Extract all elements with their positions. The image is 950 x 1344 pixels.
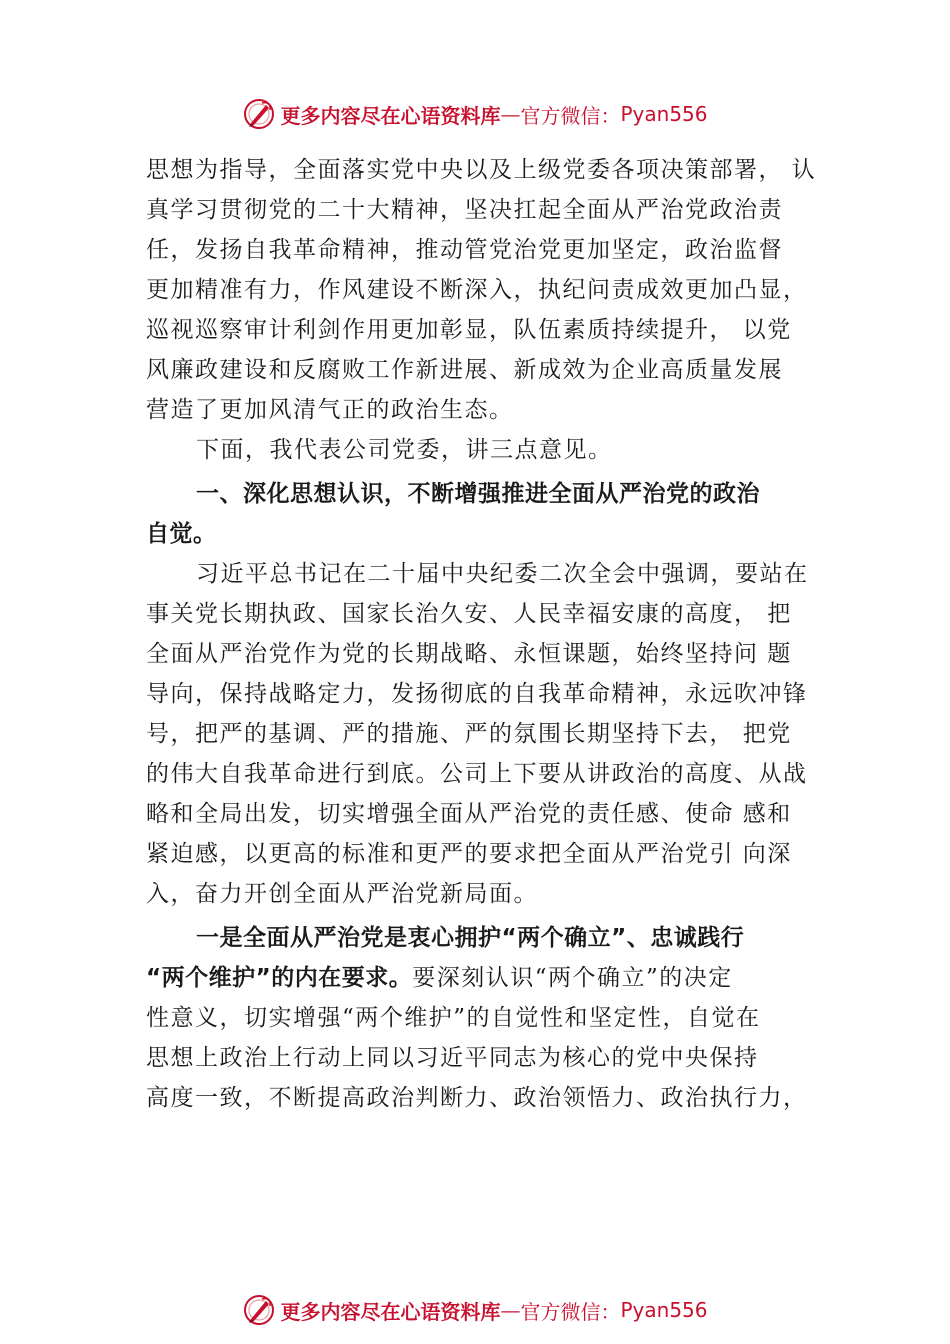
- quill-pen-icon: [242, 97, 276, 131]
- text-line: 巡视巡察审计利剑作用更加彰显，队伍素质持续提升， 以党: [146, 317, 792, 343]
- banner-brand: 更多内容尽在心语资料库: [280, 103, 501, 128]
- banner-wechat-label: 官方微信: [520, 1299, 601, 1324]
- text-line: 全面从严治党作为党的长期战略、永恒课题，始终坚持问 题: [146, 641, 792, 667]
- text-line: 营造了更加风清气正的政治生态。: [146, 397, 514, 423]
- text-line: 高度一致，不断提高政治判断力、政治领悟力、政治执行力，: [146, 1085, 808, 1111]
- text-line: [146, 958, 836, 998]
- text-line: 号，把严的基调、严的措施、严的氛围长期坚持下去， 把党: [146, 721, 792, 747]
- text-line: 紧迫感，以更高的标准和更严的要求把全面从严治党引 向深: [146, 841, 792, 867]
- paragraph-intro: [146, 150, 836, 430]
- header-banner: [0, 94, 950, 134]
- banner-colon: ：: [600, 1299, 621, 1324]
- quill-pen-icon: [242, 1293, 276, 1327]
- heading-line: 自觉。: [146, 521, 217, 547]
- subheading-tail: “两个维护”的内在要求。: [146, 965, 413, 991]
- banner-wechat-label: 官方微信: [520, 103, 601, 128]
- banner-account: Pyan556: [620, 1298, 708, 1322]
- banner-account: Pyan556: [620, 102, 708, 126]
- banner-separator: —: [500, 1298, 521, 1322]
- text-line: 任，发扬自我革命精神，推动管党治党更加坚定，政治监督: [146, 237, 783, 263]
- heading-line: 一、深化思想认识，不断增强推进全面从严治党的政治: [196, 481, 760, 507]
- text-line: 更加精准有力，作风建设不断深入，执纪问责成效更加凸显，: [146, 277, 808, 303]
- text-line: 入，奋力开创全面从严治党新局面。: [146, 881, 538, 907]
- text-line: 事关党长期执政、国家长治久安、人民幸福安康的高度， 把: [146, 601, 792, 627]
- paragraph-opinions: 下面，我代表公司党委，讲三点意见。: [196, 437, 613, 463]
- text-line: 导向，保持战略定力，发扬彻底的自我革命精神，永远吹冲锋: [146, 681, 808, 707]
- text-line: 风廉政建设和反腐败工作新进展、新成效为企业高质量发展: [146, 357, 783, 383]
- text-line: 真学习贯彻党的二十大精神，坚决扛起全面从严治党政治责: [146, 197, 783, 223]
- text-line: 的伟大自我革命进行到底。公司上下要从讲政治的高度、从战: [146, 761, 808, 787]
- subheading-line: 一是全面从严治党是衷心拥护“两个确立”、忠诚践行: [196, 925, 745, 951]
- text-span: 要深刻认识“两个确立”的决定: [412, 965, 733, 991]
- banner-brand: 更多内容尽在心语资料库: [280, 1299, 501, 1324]
- text-line: 思想为指导，全面落实党中央以及上级党委各项决策部署， 认: [146, 157, 817, 183]
- document-body: [146, 150, 836, 1118]
- paragraph-xi-quote: [146, 554, 836, 914]
- text-line: 性意义，切实增强“两个维护”的自觉性和坚定性，自觉在: [146, 1005, 761, 1031]
- text-line: 略和全局出发，切实增强全面从严治党的责任感、使命 感和: [146, 801, 792, 827]
- text-line: 习近平总书记在二十届中央纪委二次全会中强调，要站在: [196, 561, 809, 587]
- footer-banner: [0, 1290, 950, 1330]
- banner-colon: ：: [600, 103, 621, 128]
- banner-separator: —: [500, 102, 521, 126]
- section-heading-1: [146, 474, 836, 554]
- paragraph-first-point: [146, 918, 836, 1118]
- text-line: 思想上政治上行动上同以习近平同志为核心的党中央保持: [146, 1045, 759, 1071]
